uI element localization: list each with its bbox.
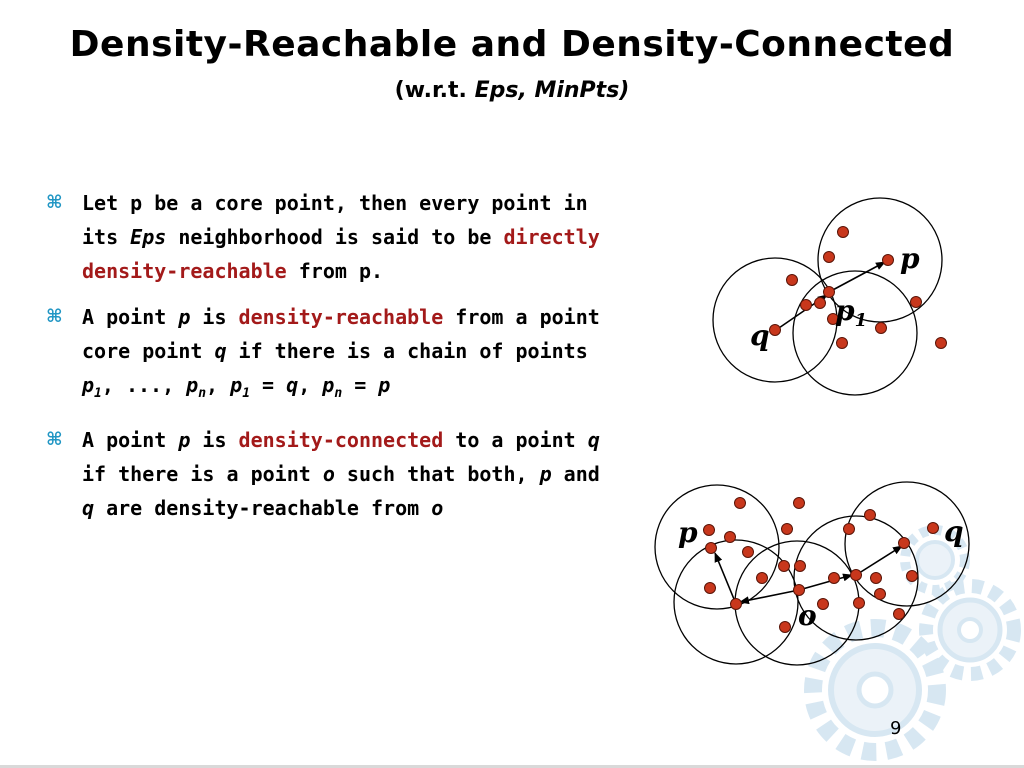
text: and: [551, 462, 600, 486]
reachability-arrow: [856, 546, 902, 575]
density-reachable-diagram: [713, 198, 947, 395]
eps-neighborhood-circle: [655, 485, 779, 609]
data-point: [757, 573, 768, 584]
data-point: [899, 538, 910, 549]
label-p1: [835, 294, 867, 331]
data-point: [725, 532, 736, 543]
var: p: [322, 373, 335, 397]
subtitle-params: Eps, MinPts): [474, 78, 630, 103]
text: A point: [82, 305, 179, 329]
data-point: [824, 252, 835, 263]
data-point: [706, 543, 717, 554]
data-point: [794, 498, 805, 509]
text: , ...,: [101, 373, 187, 397]
gear-watermark-icon: [813, 530, 1014, 752]
data-point: [936, 338, 947, 349]
term-eps: Eps: [130, 225, 167, 249]
eps-neighborhood-circle: [793, 271, 917, 395]
text: A point: [82, 428, 179, 452]
data-point: [818, 599, 829, 610]
text: such that both,: [334, 462, 540, 486]
reachability-arrow: [799, 575, 852, 590]
term-density-reachable: density-reachable: [238, 305, 444, 329]
reachability-arrow: [740, 590, 799, 602]
text: to a point: [443, 428, 588, 452]
text: ,: [206, 373, 231, 397]
data-point: [780, 622, 791, 633]
data-point: [782, 524, 793, 535]
label-o: o: [798, 599, 817, 632]
data-point: [801, 300, 812, 311]
data-point: [731, 599, 742, 610]
data-point: [743, 547, 754, 558]
slide-title: Density-Reachable and Density-Connected: [69, 24, 955, 65]
data-point: [876, 323, 887, 334]
data-point: [795, 561, 806, 572]
text: Let p be a core point, then every point in its: [82, 191, 588, 249]
var: q: [82, 496, 95, 520]
label-p1-subscript: 1: [854, 310, 868, 331]
var: p: [178, 428, 191, 452]
text: if there is a point: [82, 462, 323, 486]
subtitle-prefix: (w.r.t.: [394, 78, 475, 103]
term-directly-density-reachable: directly density-reachable: [82, 225, 600, 283]
var: p: [178, 305, 191, 329]
data-point: [851, 570, 862, 581]
var: q: [286, 373, 299, 397]
subscript: n: [198, 386, 207, 401]
data-point: [704, 525, 715, 536]
data-point: [787, 275, 798, 286]
text: ,: [298, 373, 323, 397]
subscript: 1: [242, 386, 251, 401]
page-number: 9: [890, 718, 902, 739]
data-point: [770, 325, 781, 336]
data-point: [794, 585, 805, 596]
label-p: p: [678, 516, 698, 549]
data-point: [911, 297, 922, 308]
place-of-interest-icon: ⌘: [46, 429, 63, 450]
data-point: [854, 598, 865, 609]
data-point: [829, 573, 840, 584]
label-p1-base: p: [835, 294, 855, 327]
label-q: q: [944, 515, 964, 548]
subscript: 1: [94, 386, 102, 401]
reachability-arrow: [829, 262, 885, 292]
data-point: [735, 498, 746, 509]
label-p: p: [900, 242, 920, 275]
data-point: [824, 287, 835, 298]
label-q: q: [750, 319, 770, 352]
data-point: [883, 255, 894, 266]
data-point: [705, 583, 716, 594]
text: is: [190, 305, 239, 329]
var: o: [322, 462, 335, 486]
var: p: [230, 373, 243, 397]
data-point: [871, 573, 882, 584]
var: p: [378, 373, 391, 397]
data-point: [779, 561, 790, 572]
data-point: [815, 298, 826, 309]
text: =: [250, 373, 287, 397]
var: o: [431, 496, 444, 520]
var: p: [539, 462, 552, 486]
data-point: [875, 589, 886, 600]
text: from a point core point: [82, 305, 600, 363]
subscript: n: [334, 386, 343, 401]
var: p: [82, 373, 95, 397]
place-of-interest-icon: ⌘: [46, 192, 63, 213]
var: q: [214, 339, 227, 363]
text: is: [190, 428, 239, 452]
reachability-arrow: [715, 553, 736, 604]
text: if there is a chain of points: [226, 339, 588, 363]
data-point: [838, 227, 849, 238]
data-point: [907, 571, 918, 582]
text: =: [342, 373, 379, 397]
text: are density-reachable from: [94, 496, 432, 520]
data-point: [928, 523, 939, 534]
var: p: [186, 373, 199, 397]
var: q: [587, 428, 600, 452]
term-density-connected: density-connected: [238, 428, 444, 452]
place-of-interest-icon: ⌘: [46, 306, 63, 327]
data-point: [865, 510, 876, 521]
data-point: [837, 338, 848, 349]
data-point: [894, 609, 905, 620]
text: from p.: [286, 259, 384, 283]
text: neighborhood is said to be: [166, 225, 504, 249]
data-point: [844, 524, 855, 535]
eps-neighborhood-circle: [713, 258, 837, 382]
